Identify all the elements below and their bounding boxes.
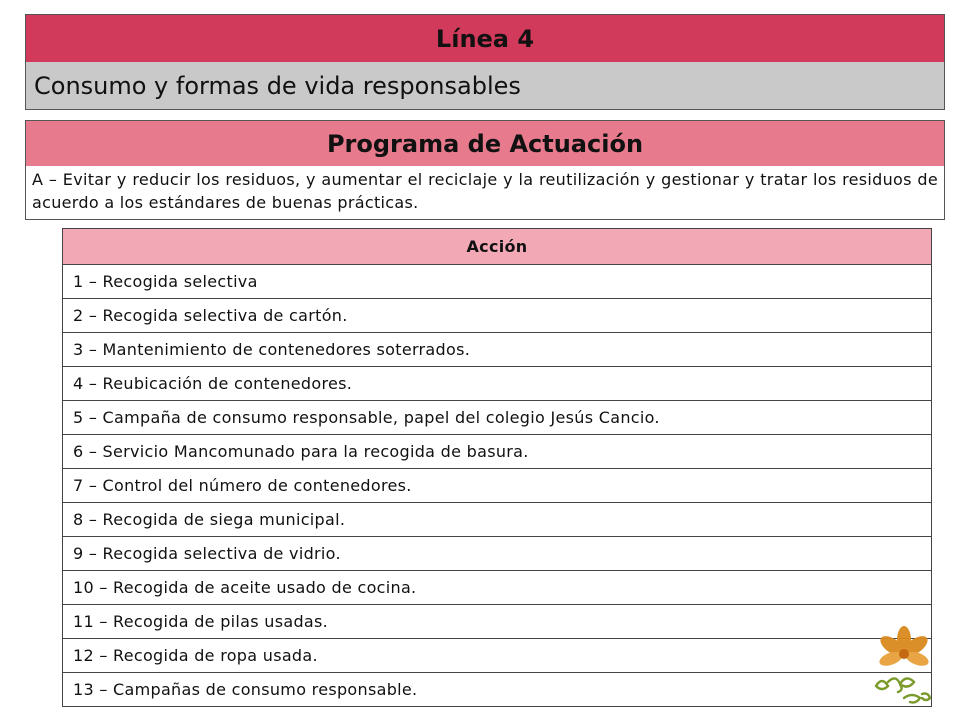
accion-item: 4 – Reubicación de contenedores.	[63, 367, 932, 401]
table-row	[63, 503, 932, 537]
accion-item: 10 – Recogida de aceite usado de cocina.	[63, 571, 932, 605]
acciones-table	[62, 228, 932, 707]
accion-item: 2 – Recogida selectiva de cartón.	[63, 299, 932, 333]
accion-item: 8 – Recogida de siega municipal.	[63, 503, 932, 537]
linea-subtitle: Consumo y formas de vida responsables	[25, 62, 945, 110]
accion-item: 11 – Recogida de pilas usadas.	[63, 605, 932, 639]
table-row	[63, 571, 932, 605]
table-row	[63, 333, 932, 367]
table-row	[63, 537, 932, 571]
table-row	[63, 435, 932, 469]
table-row	[63, 367, 932, 401]
table-row	[63, 469, 932, 503]
accion-item: 1 – Recogida selectiva	[63, 265, 932, 299]
acciones-header-row	[63, 229, 932, 265]
table-row	[63, 265, 932, 299]
table-row	[63, 673, 932, 707]
accion-item: 5 – Campaña de consumo responsable, papel del colegio Jesús Cancio.	[63, 401, 932, 435]
accion-item: 12 – Recogida de ropa usada.	[63, 639, 932, 673]
accion-item: 13 – Campañas de consumo responsable.	[63, 673, 932, 707]
accion-item: 6 – Servicio Mancomunado para la recogida de basura.	[63, 435, 932, 469]
accion-item: 7 – Control del número de contenedores.	[63, 469, 932, 503]
table-row	[63, 639, 932, 673]
acciones-header: Acción	[63, 229, 932, 265]
table-row	[63, 401, 932, 435]
table-row	[63, 605, 932, 639]
agenda-21-flower-icon	[864, 620, 944, 712]
accion-item: 3 – Mantenimiento de contenedores soterrados.	[63, 333, 932, 367]
accion-item: 9 – Recogida selectiva de vidrio.	[63, 537, 932, 571]
linea-title: Línea 4	[25, 14, 945, 63]
programa-title: Programa de Actuación	[25, 120, 945, 167]
agenda-21-logo	[864, 620, 944, 712]
programa-description: A – Evitar y reducir los residuos, y aumentar el reciclaje y la reutilización y gestionar y tratar los residuos de acuerdo a los estándares de buenas prácticas.	[25, 166, 945, 220]
table-row	[63, 299, 932, 333]
